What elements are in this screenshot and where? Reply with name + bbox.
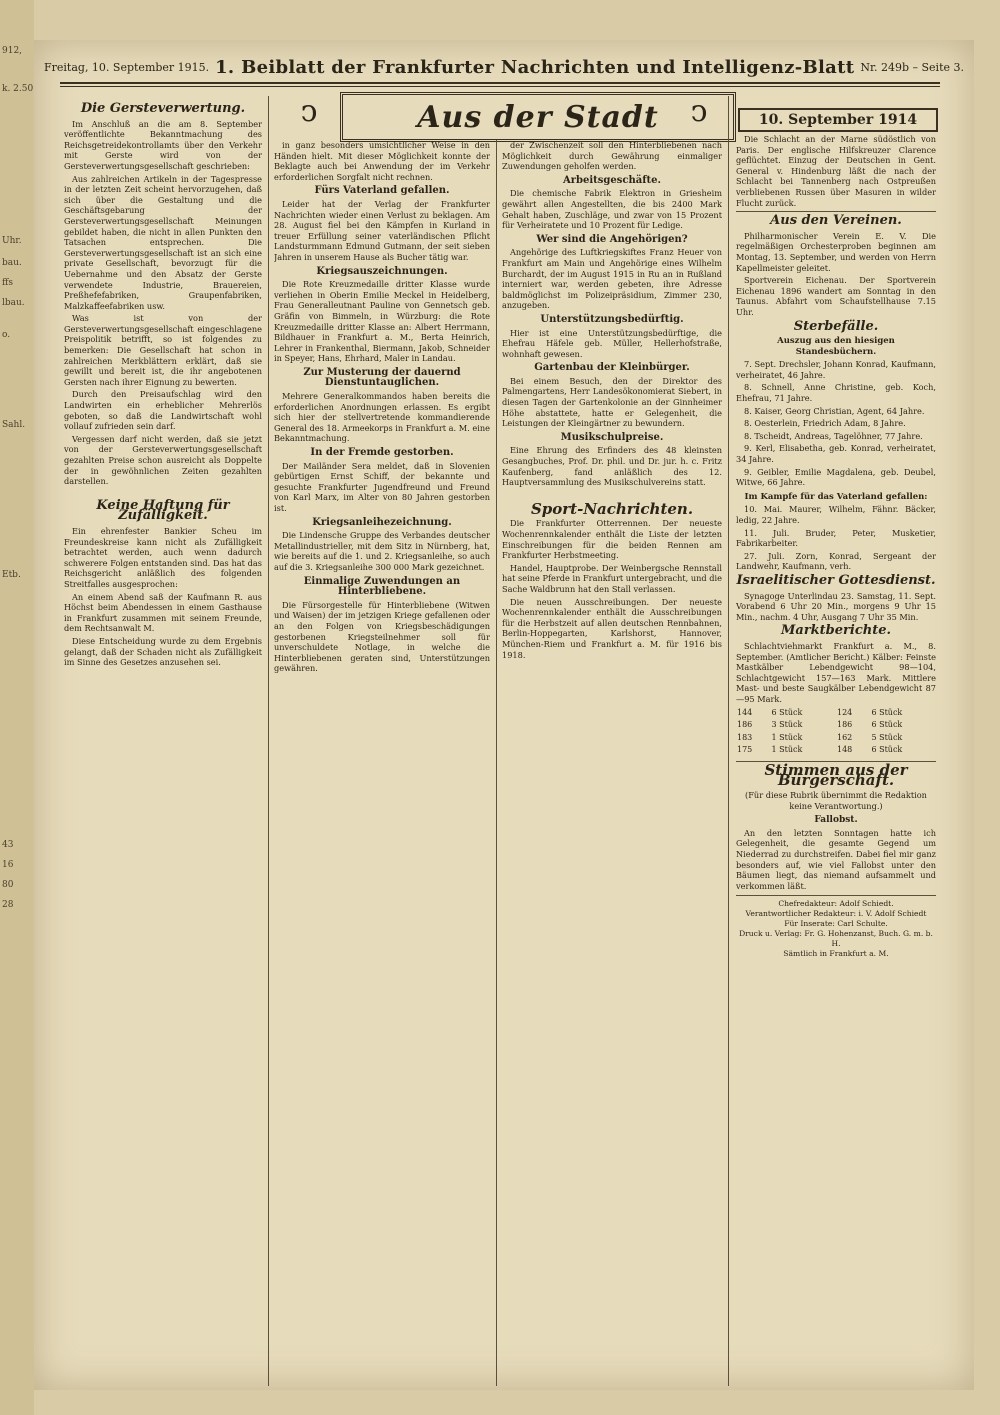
imprint-line: Sämtlich in Frankfurt a. M. (783, 949, 889, 959)
article-paragraph: Mehrere Generalkommandos haben bereits die erforderlichen Anordnungen erlassen. Es ergibt sich hier der stellvertretende kommandierende General des 18. Armeekorps in Frankfurt a. M. eine Bekanntmachung. (274, 391, 490, 444)
article-heading: Keine Haftung für Zufälligkeit. (96, 497, 230, 524)
table-cell: 6 Stück (771, 707, 803, 717)
imprint-line: Druck u. Verlag: Fr. G. Hohenzanst, Buch. G. m. b. H. (739, 929, 933, 949)
list-item: 11. Juli. Bruder, Peter, Musketier, Fabrikarbeiter. (736, 527, 936, 549)
imprint-line: Für Inserate: Carl Schulte. (784, 919, 888, 929)
market-table (736, 707, 936, 757)
edge-text: 43 (2, 840, 14, 850)
article-heading: Fürs Vaterland gefallen. (314, 185, 450, 197)
article-paragraph: An einem Abend saß der Kaufmann R. aus Höchst beim Abendessen in einem Gasthause in Frankfurt zusammen mit seinem Freunde, dem Rechtsanwalt M. (64, 591, 262, 634)
table-row (736, 744, 936, 757)
page-header (34, 56, 974, 78)
adjacent-page-edge (0, 0, 34, 1415)
list-item: 9. Geibler, Emilie Magdalena, geb. Deubel, Witwe, 66 Jahre. (736, 466, 936, 488)
article-paragraph: Die Lindensche Gruppe des Verbandes deutscher Metallindustrieller, mit dem Sitz in Nürnberg, hat, wie bereits auf die 1. und 2. Kriegsanleihe, so auch auf die 3. Kriegsanleihe 300 000 Mark gezeichnet. (274, 530, 490, 572)
table-cell: 162 (836, 732, 853, 742)
list-item: 8. Kaiser, Georg Christian, Agent, 64 Jahre. (744, 405, 925, 416)
table-cell: 148 (836, 745, 853, 755)
article-paragraph: Bei einem Besuch, den der Direktor des Palmengartens, Herr Landesökonomierat Siebert, in diesen Tagen der Gartenkolonie an der Ginnheimer Höhe abstattete, hatte er Gelegenheit, die Leistungen der Kleingärtner zu bewundern. (502, 375, 722, 429)
table-cell: 186 (737, 720, 753, 730)
article-paragraph: Eine Ehrung des Erfinders des 48 kleinsten Gesangbuches, Prof. Dr. phil. und Dr. jur. h. c. Fritz Kaufenberg, fand anläßlich des 12. Hauptversammlung des Musikschulvereins statt. (502, 445, 722, 488)
section-subheading: Fallobst. (814, 815, 858, 826)
section-title: Aus der Stadt (417, 99, 659, 135)
article-heading: Zur Musterung der dauernd Dienstuntauglichen. (303, 366, 461, 389)
article-heading: Musikschulpreise. (560, 431, 664, 443)
list-item: 27. Juli. Zorn, Konrad, Sergeant der Landwehr, Kaufmann, verh. (736, 550, 936, 572)
article-paragraph: Was ist von der Gersteverwertungsgesellschaft eingeschlagene Preispolitik betrifft, so ist folgendes zu bemerken: Die Gesellschaft hat schon in zahlreichen Merkblättern erklärt, daß sie gewillt und bereit ist, die ihr angebotenen Gersten nach ihrer Eignung zu bewerten. (64, 313, 262, 387)
article-heading: Unterstützungsbedürftig. (540, 313, 684, 325)
article-paragraph: Synagoge Unterlindau 23. Samstag, 11. Sept. Vorabend 6 Uhr 20 Min., morgens 9 Uhr 15 Min., nachm. 4 Uhr, Ausgang 7 Uhr 35 Min. (736, 590, 936, 622)
list-item: 8. Schnell, Anne Christine, geb. Koch, Ehefrau, 71 Jahre. (736, 382, 936, 404)
imprint-line: Verantwortlicher Redakteur: i. V. Adolf Schiedt (745, 909, 927, 919)
article-paragraph: Aus zahlreichen Artikeln in der Tagespresse in der letzten Zeit scheint hervorzugehen, daß sich über die Gestaltung und die Geschäftsgebarung der Gersteverwertungsgesellschaft Meinungen gebildet haben, die nicht in allen Punkten den Tatsachen entsprechen. Die Gersteverwertungsgesellschaft ist an sich eine private Gesellschaft, bevorzugt für die Uebernahme und den Absatz der Gerste verwendete Industrie, Brauereien, Preßhefefabriken, Graupenfabriken, Malzkaffeefabriken usw. (64, 173, 262, 311)
article-heading: Kriegsauszeichnungen. (316, 265, 448, 277)
imprint-line: Chefredakteur: Adolf Schiedt. (778, 899, 894, 909)
list-item: 7. Sept. Drechsler, Johann Konrad, Kaufmann, verheiratet, 46 Jahre. (736, 359, 936, 380)
article-paragraph: Leider hat der Verlag der Frankfurter Nachrichten wieder einen Verlust zu beklagen. Am 28. August fiel bei den Kämpfen in Kurland in treuer Erfüllung seiner vaterländischen Pflicht Landsturmmann Edmund Gutmann, der seit sieben Jahren in unserem Hause als Bucher tätig war. (274, 198, 490, 262)
table-cell: 1 Stück (771, 745, 803, 755)
article-paragraph: Handel, Hauptprobe. Der Weinbergsche Rennstall hat seine Pferde in Frankfurt untergebracht, und die Sache Waldbrunn hat den Stall verlassen. (502, 562, 722, 594)
article-paragraph: der Zwischenzeit soll den Hinterbliebenen nach Möglichkeit durch Gewährung einmaliger Zuwendungen geholfen werden. (502, 140, 722, 172)
table-cell: 1 Stück (771, 732, 803, 742)
masthead: 1. Beiblatt der Frankfurter Nachrichten und Intelligenz-Blatt (215, 56, 855, 78)
column-rule (496, 140, 497, 1386)
column-3 (502, 140, 722, 1390)
table-cell: 183 (737, 732, 753, 742)
column-4 (736, 134, 936, 1390)
article-paragraph: Vergessen darf nicht werden, daß sie jetzt von der Gersteverwertungsgesellschaft gezahlten Preise schon ausreicht als Doppelte der in gewöhnlichen Zeiten gezahlten darstellen. (64, 433, 262, 487)
section-subheading: Im Kampfe für das Vaterland gefallen: (744, 491, 928, 502)
table-cell: 3 Stück (771, 720, 803, 730)
table-row (736, 719, 936, 732)
table-cell: 175 (737, 745, 753, 755)
section-subheading: Auszug aus den hiesigen Standesbüchern. (777, 336, 895, 357)
article-paragraph: Die Frankfurter Otterrennen. Der neueste Wochenrennkalender enthält die Liste der letzten Einschreibungen für die beiden Rennen am Frankfurter Herbstmeeting. (502, 518, 722, 561)
list-item: 10. Mai. Maurer, Wilhelm, Fähnr. Bäcker, ledig, 22 Jahre. (736, 504, 936, 525)
column-rule (728, 96, 729, 1386)
section-heading: Aus den Vereinen. (770, 213, 902, 229)
page-number: Nr. 249b – Seite 3. (860, 60, 964, 74)
edge-text: 28 (2, 900, 14, 910)
edge-text: lbau. (2, 298, 25, 308)
article-heading: Einmalige Zuwendungen an Hinterbliebene. (303, 575, 461, 598)
edge-text: ffs (2, 278, 14, 288)
section-banner (340, 92, 736, 142)
article-paragraph: Durch den Preisaufschlag wird den Landwirten ein erheblicher Mehrerlös geboten, so daß die Landwirtschaft wohl vollauf zufrieden sein darf. (64, 389, 262, 432)
article-paragraph: Der Mailänder Sera meldet, daß in Slovenien gebürtigen Ernst Schiff, der bekannte und gesuchte Frankfurter Jugendfreund und Freund von Karl Marx, im Alter von 80 Jahren gestorben ist. (274, 460, 490, 513)
article-paragraph: in ganz besonders umsichtlicher Weise in den Händen hielt. Mit dieser Möglichkeit konnte der Beklagte auch bei Anwendung der im Verkehr erforderlichen Sorgfalt nicht rechnen. (274, 140, 490, 182)
article-paragraph: Philharmonischer Verein E. V. Die regelmäßigen Orchesterproben beginnen am Montag, 13. September, und werden von Herrn Kapellmeister geleitet. (736, 230, 936, 273)
edge-text: Uhr. (2, 236, 22, 246)
section-heading: Stimmen aus der Bürgerschaft. (736, 761, 936, 786)
table-cell: 124 (836, 707, 853, 717)
edge-text: k. 2.50 (2, 84, 34, 94)
sport-section-heading: Sport-Nachrichten. (530, 499, 694, 518)
article-heading: Kriegsanleihezeichnung. (312, 516, 452, 528)
edge-text: Sahl. (2, 420, 26, 430)
table-cell: 144 (737, 707, 753, 717)
column-rule (268, 96, 269, 1386)
table-cell: 186 (836, 720, 853, 730)
issue-date: Freitag, 10. September 1915. (44, 60, 210, 74)
table-cell: 5 Stück (871, 732, 903, 742)
article-paragraph: Ein ehrenfester Bankier Scheu im Freundeskreise kann nicht als Zufälligkeit betrachtet werden, auch wenn dadurch schwerere Folgen entstanden sind. Das hat das Reichsgericht anläßlich des folgenden Streitfalles ausgesprochen: (64, 525, 262, 589)
table-cell: 6 Stück (871, 745, 903, 755)
article-heading: Wer sind die Angehörigen? (536, 233, 688, 245)
anniversary-dispatch: Die Schlacht an der Marne südöstlich von Paris. Der englische Hilfskreuzer Clarence geflüchtet. Einzug der Deutschen in Gent. General v. Hindenburg läßt die nach der Schlacht bei Tannenberg nach Ostpreußen verbliebenen Russen über Masuren in wilder Flucht zurück. (736, 134, 936, 212)
imprint (736, 895, 936, 959)
article-heading: Gartenbau der Kleinbürger. (534, 362, 690, 374)
article-paragraph: Diese Entscheidung wurde zu dem Ergebnis gelangt, daß der Schaden nicht als Zufälligkeit im Sinne des Gesetzes anzusehen sei. (64, 635, 262, 668)
article-paragraph: Angehörige des Luftkriegskiftes Franz Heuer von Frankfurt am Main und Angehörige eines Wilhelm Burchardt, der im August 1915 in Ru an in Rußland interniert war, werden gebeten, ihre Adresse baldmöglichst im Polizeipräsidium, Zimmer 230, anzugeben. (502, 247, 722, 311)
ornament-right: ↄ (690, 94, 708, 129)
article-heading: Arbeitsgeschäfte. (562, 174, 662, 186)
article-paragraph: Im Anschluß an die am 8. September veröffentlichte Bekanntmachung des Reichsgetreidekontrollamts über den Verkehr mit Gerste wird von der Gersteverwertungsgesellschaft geschrieben: (64, 118, 262, 171)
edge-text: Etb. (2, 570, 21, 580)
ornament-left: ↄ (300, 94, 318, 129)
list-item: 8. Oesterlein, Friedrich Adam, 8 Jahre. (744, 418, 906, 429)
header-rule-thin (60, 86, 940, 87)
edge-text: 912, (2, 46, 23, 56)
article-heading: Die Gersteverwertung. (80, 101, 246, 116)
header-rule (60, 82, 940, 84)
edge-text: 80 (2, 880, 14, 890)
list-item: 8. Tscheidt, Andreas, Tagelöhner, 77 Jahre. (744, 430, 923, 441)
anniversary-date-box: 10. September 1914 (738, 108, 938, 132)
column-1 (64, 100, 262, 1390)
table-row (736, 732, 936, 745)
editorial-note: (Für diese Rubrik übernimmt die Redaktion keine Verantwortung.) (745, 790, 927, 811)
section-heading: Israelitischer Gottesdienst. (736, 572, 936, 588)
article-paragraph: Die Rote Kreuzmedaille dritter Klasse wurde verliehen in Oberin Emilie Meckel in Heidelberg, Frau Generalleutnant Pauline von Gennetsch geb. Gräfin von Bimmeln, in Würzburg: die Rote Kreuzmedaille dritter Klasse an: Albert Herrmann, Bildhauer in Frankfurt a. M., Berta Heinrich, Lehrer in Frankenthal, Biermann, Jakob, Schneider in Speyer, Hans, Ehrhard, Maler in Landau. (274, 279, 490, 364)
article-paragraph: Die chemische Fabrik Elektron in Griesheim gewährt allen Angestellten, die bis 2400 Mark Gehalt haben, Zuschläge, und zwar von 15 Prozent für Verheiratete und 10 Prozent für Ledige. (502, 188, 722, 231)
article-paragraph: Schlachtviehmarkt Frankfurt a. M., 8. September. (Amtlicher Bericht.) Kälber: Feinste Mastkälber Lebendgewicht 98—104, Schlachtgewicht 157—163 Mark. Mittlere Mast- und beste Saugkälber Lebendgewicht 87—95 Mark. (736, 640, 936, 704)
article-paragraph: Die Fürsorgestelle für Hinterbliebene (Witwen und Waisen) der im jetzigen Kriege gefallenen oder an den Folgen von Kriegsbeschädigungen gestorbenen Kriegsteilnehmer soll für unverschuldete Notlage, in welche die Hinterbliebenen geraten sind, Unterstützungen gewähren. (274, 599, 490, 674)
edge-text: o. (2, 330, 11, 340)
list-item: 9. Kerl, Elisabetha, geb. Konrad, verheiratet, 34 Jahre. (736, 443, 936, 465)
section-heading: Sterbefälle. (793, 318, 879, 334)
table-cell: 6 Stück (871, 720, 903, 730)
table-cell: 6 Stück (871, 707, 903, 717)
article-paragraph: Hier ist eine Unterstützungsbedürftige, die Ehefrau Häfele geb. Müller, Hellerhofstraße, wohnhaft gewesen. (502, 327, 722, 359)
table-row (736, 707, 936, 720)
section-heading: Marktberichte. (781, 623, 891, 639)
article-paragraph: Die neuen Ausschreibungen. Der neueste Wochenrennkalender enthält die Ausschreibungen für die Herbstzeit auf allen deutschen Rennbahnen, Berlin-Hoppegarten, Karlshorst, Hannover, München-Riem und Frankfurt a. M. für 1916 bis 1918. (502, 596, 722, 660)
column-2 (274, 140, 490, 1390)
article-heading: In der Fremde gestorben. (310, 447, 454, 459)
edge-text: bau. (2, 258, 22, 268)
article-paragraph: An den letzten Sonntagen hatte ich Gelegenheit, die gesamte Gegend um Niederrad zu durchstreifen. Dabei fiel mir ganz besonders auf, wie viel Fallobst unter den Bäumen liegt, das niemand aufsammelt und verkommen läßt. (736, 827, 936, 891)
article-paragraph: Sportverein Eichenau. Der Sportverein Eichenau 1896 wandert am Sonntag in den Taunus. Abfahrt vom Schaufstellhause 7.15 Uhr. (736, 275, 936, 317)
edge-text: 16 (2, 860, 14, 870)
